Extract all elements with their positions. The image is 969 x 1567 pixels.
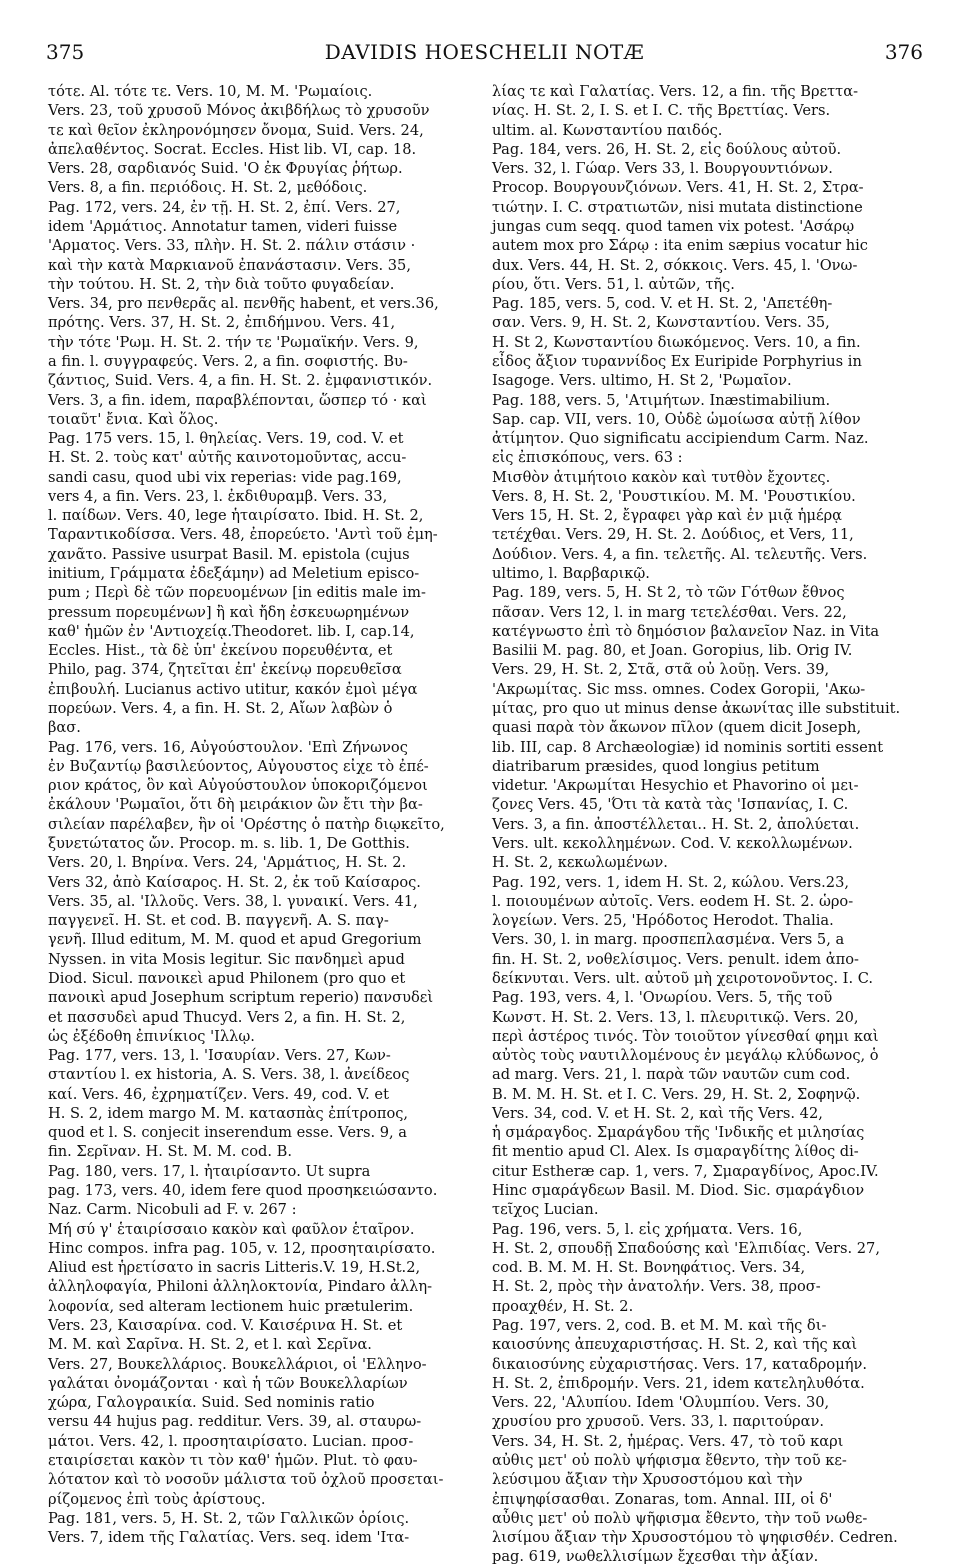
text-line: Naz. Carm. Nicobuli ad F. v. 267 : — [48, 1201, 297, 1219]
text-line: λοφονία, sed alteram lectionem huic prætulerim. — [48, 1297, 414, 1315]
text-line: ἐκάλουν 'Ρωμαῖοι, ὅτι δὴ μειράκιον ὢν ἔτι τὴν βα- — [48, 796, 423, 814]
text-line: Vers. 8, H. St. 2, 'Ρουστικίου. M. M. 'Ρουστικίου. — [492, 487, 856, 505]
text-line: Nyssen. in vita Mosis legitur. Sic πανδημεὶ apud — [48, 950, 405, 968]
text-line: Vers 15, H. St. 2, ἔγραφει γὰρ καὶ ἐν μιᾷ ἡμέρᾳ — [492, 507, 843, 525]
text-line: τότε. Al. τότε τε. Vers. 10, M. M. 'Ρωμαίοις. — [48, 83, 373, 100]
text-line: Vers. 23, τοῦ χρυσοῦ Μόνος ἀκιβδήλως τὸ χρυσοῦν — [48, 102, 430, 120]
text-line: videtur. 'Ακρωμίται Hesychio et Phavorino οἱ μει- — [492, 777, 859, 795]
text-line: Vers. 8, a fin. περιόδοις. H. St. 2, μεθόδοις. — [48, 179, 368, 197]
text-line: πορεύων. Vers. 4, a fin. H. St. 2, Αἴων λαβὼν ὁ — [48, 700, 393, 717]
text-line: τεῖχος Lucian. — [492, 1201, 599, 1219]
text-line: Philo, pag. 374, ζητεῖται ἐπ' ἐκείνῳ πορευθεῖσα — [48, 661, 402, 679]
text-line: lib. III, cap. 8 Archæologiæ) id nominis sortiti essent — [492, 738, 884, 756]
text-line: Sap. cap. VII, vers. 10, Οὐδὲ ὡμοίωσα αὐτῇ λίθον — [492, 410, 861, 428]
text-line: εἰς ἐπισκόπους, vers. 63 : — [492, 449, 683, 467]
text-line: Vers. 20, l. Βηρίνα. Vers. 24, 'Αρμάτιος, H. St. 2. — [48, 854, 407, 872]
text-line: χρυσίου pro χρυσοῦ. Vers. 33, l. παριτούραν. — [492, 1413, 825, 1431]
text-line: Vers. 7, idem τῆς Γαλατίας. Vers. seq. idem 'Ιτα- — [48, 1529, 410, 1547]
text-line: H. St. 2, κεκωλωμένων. — [492, 854, 668, 872]
running-header — [46, 40, 923, 70]
text-line: ρίζομενος ἐπὶ τοὺς ἀρίστους. — [48, 1490, 266, 1508]
text-line: Pag. 172, vers. 24, ἐν τῇ. H. St. 2, ἐπί. Vers. 27, — [48, 198, 401, 216]
text-line: pag. 619, νωθελλισίμων ἔχεσθαι τὴν ἀξίαν. — [492, 1548, 819, 1566]
text-line: Vers. 34, cod. V. et H. St. 2, καὶ τῆς Vers. 42, — [492, 1104, 823, 1122]
text-line: autem mox pro Σάρῳ : ita enim sæpius vocatur hic — [492, 237, 868, 255]
text-line: ἀπελαθέντος. Socrat. Eccles. Hist lib. VI, cap. 18. — [48, 140, 417, 158]
text-line: pag. 173, vers. 40, idem fere quod προσηκειώσαντο. — [48, 1182, 438, 1200]
text-line: αὐτὸς τοὺς ναυτιλλομένους ἐν μεγάλῳ κλύδωνος, ὁ — [492, 1047, 879, 1065]
text-line: ζάντιος, Suid. Vers. 4, a fin. H. St. 2. ἐμφανιστικόν. — [48, 372, 433, 390]
text-line: Pag. 189, vers. 5, H. St 2, τὸ τῶν Γότθων ἔθνος — [492, 584, 845, 602]
text-line: γαλάται ὀνομάζονται · καὶ ἡ τῶν Βουκελλαρίων — [48, 1374, 408, 1392]
text-line: citur Estheræ cap. 1, vers. 7, Σμαραγδίνος, Apoc.IV. — [492, 1162, 879, 1180]
text-line: quasi παρὰ τὸν ἄκωνον πῖλον (quem dicit Joseph, — [492, 719, 862, 737]
text-line: ἐπιψηφίσασθαι. Zonaras, tom. Annal. III, οἱ δ' — [492, 1490, 833, 1508]
text-line: fit mentio apud Cl. Alex. Is σμαραγδίτης λίθος di- — [492, 1143, 859, 1161]
text-line: jungas cum seqq. quod tamen vix potest. 'Ασάρῳ — [492, 217, 855, 235]
text-line: γενῆ. Illud editum, M. M. quod et apud Gregorium — [48, 931, 422, 949]
text-line: Vers. 32, l. Γώαρ. Vers 33, l. Βουργουντιόνων. — [492, 160, 833, 178]
text-line: σταντίου l. ex historia, A. S. Vers. 38, l. ἀνείδεος — [48, 1066, 410, 1084]
text-line: ἀλληλοφαγία, Philoni ἀλληλοκτονία, Pindaro ἀλλη- — [48, 1278, 433, 1296]
text-line: Vers. 30, l. in marg. προσπεπλασμένα. Vers 5, a — [492, 931, 845, 949]
text-line: λογείων. Vers. 25, 'Ηρόδοτος Herodot. Thalia. — [492, 912, 834, 930]
text-line: Pag. 196, vers. 5, l. εἰς χρήματα. Vers. 16, — [492, 1220, 803, 1238]
text-line: Pag. 176, vers. 16, Αὐγούστουλον. 'Επὶ Ζήνωνος — [48, 738, 408, 756]
text-line: τε καὶ θεῖον ἐκληρονόμησεν ὄνομα, Suid. Vers. 24, — [48, 121, 424, 139]
right-column — [492, 82, 920, 1566]
text-line: cod. B. M. M. H. St. Βονηφάτιος. Vers. 34, — [492, 1259, 806, 1277]
text-line: πανοικὶ apud Josephum scriptum reperio) πανσυδεὶ — [48, 989, 434, 1007]
text-line: ἀτίμητον. Quo significatu accipiendum Carm. Naz. — [492, 430, 869, 448]
text-line: κατέγνωστο ἐπὶ τὸ δημόσιον βαλανεῖον Naz. in Vita — [492, 622, 880, 640]
text-line: Pag. 185, vers. 5, cod. V. et H. St. 2, 'Απετέθη- — [492, 295, 833, 313]
left-column — [48, 82, 476, 1547]
text-line: vers 4, a fin. Vers. 23, l. ἐκδιθυραμβ. Vers. 33, — [48, 487, 388, 505]
text-line: καιοσύνης ἀπευχαριστήσας. H. St. 2, καὶ τῆς καὶ — [492, 1336, 858, 1354]
text-line: H. St 2, Κωνσταντίου διωκόμενος. Vers. 10, a fin. — [492, 333, 861, 351]
text-line: μίτας, pro quo ut minus dense ἀκωνίτας ille substituit. — [492, 700, 901, 717]
text-line: λότατον καὶ τὸ νοσοῦν μάλιστα τοῦ ὀχλοῦ προσεται- — [48, 1471, 444, 1489]
text-line: Μισθὸν ἀτιμήτοιο κακὸν καὶ τυτθὸν ἔχοντες. — [492, 468, 831, 486]
text-line: Pag. 181, vers. 5, H. St. 2, τῶν Γαλλικῶν ὁρίοις. — [48, 1509, 410, 1527]
text-line: idem 'Αρμάτιος. Annotatur tamen, videri fuisse — [48, 217, 398, 235]
text-line: H. S. 2, idem margo M. M. κατασπὰς ἐπίτροπος, — [48, 1104, 409, 1122]
text-line: Vers. 22, 'Αλυπίου. Idem 'Ολυμπίου. Vers. 30, — [492, 1394, 830, 1412]
text-line: ρίου, ὅτι. Vers. 51, l. αὐτῶν, τῆς. — [492, 275, 735, 293]
text-line: M. M. καὶ Σαρῖνα. H. St. 2, et l. καὶ Σερῖνα. — [48, 1336, 372, 1354]
text-line: 'Αρματος. Vers. 33, πλὴν. H. St. 2. πάλιν στάσιν · — [48, 237, 416, 255]
page-number-right: 376 — [884, 40, 923, 64]
text-line: quod et l. S. conjecit inserendum esse. Vers. 9, a — [48, 1124, 408, 1142]
text-line: versu 44 hujus pag. redditur. Vers. 39, al. σταυρω- — [48, 1413, 422, 1431]
text-line: λεύσιμου ἄξιαν τὴν Χρυσοστόμου καὶ τὴν — [492, 1471, 803, 1489]
text-line: sandi casu, quod ubi vix reperias: vide pag.169, — [48, 468, 402, 486]
text-line: τιώτην. I. C. στρατιωτῶν, nisi mutata distinctione — [492, 198, 863, 216]
text-line: σιλείαν παρέλαβεν, ἣν οἱ 'Ορέστης ὁ πατὴρ διῳκεῖτο, — [48, 815, 445, 833]
text-line: Vers. 23, Καισαρίνα. cod. V. Καισέρινα H. St. et — [48, 1317, 403, 1334]
text-line: B. M. M. H. St. et I. C. Vers. 29, H. St. 2, Σοφηνῷ. — [492, 1085, 861, 1103]
text-line: εἶδος ἄξιον τυραννίδος Ex Euripide Porphyrius in — [492, 352, 862, 370]
text-line: Δούδιον. Vers. 4, a fin. τελετῆς. Al. τελευτῆς. Vers. — [492, 545, 868, 563]
text-line: εταιρίσεται κακὸν τι τὸν καθ' ἡμῶν. Plut. τὸ φαυ- — [48, 1451, 418, 1469]
text-line: καθ' ἡμῶν ἐν 'Αντιοχείᾳ.Theodoret. lib. I, cap.14, — [48, 622, 415, 640]
text-line: H. St. 2, σπουδῇ Σπαδούσης καὶ 'Ελπιδίας. Vers. 27, — [492, 1239, 880, 1257]
text-line: Aliud est ἡρετίσατο in sacris Litteris.V. 19, H.St.2, — [48, 1259, 421, 1277]
text-line: πρότης. Vers. 37, H. St. 2, ἐπιδήμνου. Vers. 41, — [48, 314, 396, 332]
text-line: Vers 32, ἀπὸ Καίσαρος. H. St. 2, ἐκ τοῦ Καίσαρος. — [48, 873, 421, 891]
text-line: Vers. ult. κεκολλημένων. Cod. V. κεκολλωμένων. — [492, 834, 853, 852]
text-line: τετέχθαι. Vers. 29, H. St. 2. Δούδιος, et Vers, 11, — [492, 526, 854, 544]
text-line: H. St. 2, ἐπιδρομήν. Vers. 21, idem κατεληλυθότα. — [492, 1374, 865, 1392]
text-line: δικαιοσύνης εὐχαριστήσας. Vers. 17, καταδρομήν. — [492, 1355, 867, 1373]
text-line: βασ. — [48, 719, 81, 737]
text-line: et πασσυδεὶ apud Thucyd. Vers 2, a fin. H. St. 2, — [48, 1008, 406, 1026]
text-line: λισίμου ἄξιαν τὴν Χρυσοστόμου τὸ ψηφισθέν. Cedren. — [492, 1529, 898, 1547]
text-line: ζονες Vers. 45, 'Ότι τὰ κατὰ τὰς 'Ισπανίας, I. C. — [492, 796, 849, 814]
text-line: dux. Vers. 44, H. St. 2, σόκκοις. Vers. 45, l. 'Ονω- — [492, 256, 858, 274]
text-line: Hinc σμαράγδεων Basil. M. Diod. Sic. σμαράγδιον — [492, 1182, 865, 1200]
text-line: l. ποιουμένων αὐτοῖς. Vers. eodem H. St. 2. ὡρο- — [492, 892, 854, 910]
text-line: δείκνυται. Vers. ult. αὐτοῦ μὴ χειροτονοῦντος. I. C. — [492, 969, 874, 987]
text-line: l. παίδων. Vers. 40, lege ἡταιρίσατο. Ibid. H. St. 2, — [48, 507, 424, 525]
text-line: diatribarum præsides, quod longius petitum — [492, 757, 820, 775]
text-line: ad marg. Vers. 21, l. παρὰ τῶν ναυτῶν cum cod. — [492, 1066, 851, 1084]
text-line: νίας. H. St. 2, I. S. et I. C. τῆς Βρεττίας. Vers. — [492, 102, 831, 120]
text-line: 'Ακρωμίτας. Sic mss. omnes. Codex Goropii, 'Ακω- — [492, 680, 866, 698]
text-line: Pag. 177, vers. 13, l. 'Ισαυρίαν. Vers. 27, Κων- — [48, 1047, 391, 1065]
text-line: αὖθις μετ' οὐ πολὺ ψῆφισμα ἔθεντο, τὴν τοῦ νωθε- — [492, 1509, 868, 1527]
text-line: ριον κράτος, ὃν καὶ Αὐγούστουλον ὑποκοριζόμενοι — [48, 777, 428, 795]
text-line: Pag. 193, vers. 4, l. 'Ονωρίου. Vers. 5, τῆς τοῦ — [492, 989, 833, 1007]
text-line: Basilii M. pag. 80, et Joan. Goropius, lib. Orig IV. — [492, 642, 853, 660]
text-line: καὶ τὴν κατὰ Μαρκιανοῦ ἐπανάστασιν. Vers. 35, — [48, 256, 411, 274]
text-line: ξυνετώτατος ὤν. Procop. m. s. lib. 1, De Gotthis. — [48, 834, 410, 852]
text-line: περὶ ἀστέρος τινός. Τὸν τοιοῦτον γίνεσθαί φημι καὶ — [492, 1027, 879, 1045]
text-line: Μή σύ γ' ἑταιρίσσαιο κακὸν καὶ φαῦλον ἑταῖρον. — [48, 1220, 415, 1238]
text-line: Pag. 192, vers. 1, idem H. St. 2, κώλου. Vers.23, — [492, 873, 849, 891]
text-line: H. St. 2. τοὺς κατ' αὐτῆς καινοτομοῦντας, accu- — [48, 449, 407, 467]
text-line: τοιαῦτ' ἔνια. Καὶ ὅλος. — [48, 410, 219, 428]
text-line: παγγενεῖ. H. St. et cod. B. παγγενῆ. A. S. παγ- — [48, 912, 389, 930]
text-line: Diod. Sicul. πανοικεὶ apud Philonem (pro quo et — [48, 969, 406, 987]
text-line: initium, Γράμματα ἐδεξάμην) ad Meletium episco- — [48, 565, 420, 583]
text-line: τὴν τούτου. H. St. 2, τὴν διὰ τοῦτο φυγαδείαν. — [48, 275, 395, 293]
text-line: a fin. l. συγγραφεύς. Vers. 2, a fin. σοφιστής. Βυ- — [48, 352, 408, 370]
text-line: Pag. 188, vers. 5, 'Ατιμήτων. Inæstimabilium. — [492, 391, 831, 409]
text-line: Pag. 197, vers. 2, cod. B. et M. M. καὶ τῆς δι- — [492, 1317, 827, 1334]
text-line: Vers. 3, a fin. idem, παραβλέπονται, ὥσπερ τό · καὶ — [48, 391, 427, 409]
text-line: Vers. 27, Βουκελλάριος. Βουκελλάριοι, οἱ 'Ελληνο- — [48, 1355, 427, 1373]
text-line: ultimo, l. Βαρβαρικῷ. — [492, 565, 650, 583]
text-line: pum ; Περὶ δὲ τῶν πορευομένων [in editis male im- — [48, 584, 426, 602]
text-line: Vers. 3, a fin. ἀποστέλλεται.. H. St. 2, ἀπολύεται. — [492, 815, 860, 833]
text-line: μάτοι. Vers. 42, l. προσηταιρίσατο. Lucian. προσ- — [48, 1432, 414, 1450]
text-line: ἐπιβουλή. Lucianus activo utitur, κακόν ἐμοὶ μέγα — [48, 680, 418, 698]
text-line: Vers. 28, σαρδιανός Suid. 'Ο ἐκ Φρυγίας ῥήτωρ. — [48, 160, 403, 178]
text-line: ὡς ἐξέδοθη ἐπινίκιος 'Ιλλῳ. — [48, 1027, 255, 1045]
text-line: Vers. 29, H. St. 2, Στᾶ, στᾶ οὐ λοῦῃ. Vers. 39, — [492, 661, 830, 679]
text-line: ultim. al. Κωνσταντίου παιδός. — [492, 121, 723, 139]
text-line: Ταραντικοδίσσα. Vers. 48, ἐπορεύετο. 'Αντὶ τοῦ ἐμη- — [48, 526, 438, 544]
page-number-left: 375 — [46, 40, 85, 64]
text-line: αὐθις μετ' οὐ πολὺ ψήφισμα ἔθεντο, τὴν τοῦ κε- — [492, 1451, 847, 1469]
text-line: Isagoge. Vers. ultimo, H. St 2, 'Ρωμαῖον. — [492, 372, 792, 390]
running-title: DAVIDIS HOESCHELII NOTÆ — [324, 40, 645, 64]
text-line: Vers. 34, pro πενθερᾶς al. πενθῆς habent, et vers.36, — [48, 295, 439, 313]
text-line: fin. Σερῖναν. H. St. M. M. cod. B. — [48, 1143, 292, 1161]
text-line: H. St. 2, πρὸς τὴν ἀνατολήν. Vers. 38, προσ- — [492, 1278, 821, 1296]
text-line: fin. H. St. 2, νοθελίσιμος. Vers. penult. idem ἀπο- — [492, 950, 859, 968]
text-line: Vers. 35, al. 'Ιλλοῦς. Vers. 38, l. γυναικί. Vers. 41, — [48, 892, 418, 910]
text-line: πᾶσαν. Vers 12, l. in marg τετελέσθαι. Vers. 22, — [492, 603, 847, 621]
text-line: Vers. 34, H. St. 2, ἡμέρας. Vers. 47, τὸ τοῦ καρι — [492, 1432, 844, 1450]
text-line: σαν. Vers. 9, H. St. 2, Κωνσταντίου. Vers. 35, — [492, 314, 830, 332]
text-line: Pag. 175 vers. 15, l. θηλείας. Vers. 19, cod. V. et — [48, 430, 404, 448]
text-line: ἡ σμάραγδος. Σμαράγδου τῆς 'Ινδικῆς et μιλησίας — [492, 1124, 865, 1142]
text-line: ἐν Βυζαντίῳ βασιλεύοντος, Αὐγουστος εἰχε τὸ ἐπέ- — [48, 757, 429, 775]
text-line: λίας τε καὶ Γαλατίας. Vers. 12, a fin. τῆς Βρεττα- — [492, 83, 859, 100]
text-line: Κωνστ. H. St. 2. Vers. 13, l. πλευριτικῷ. Vers. 20, — [492, 1008, 859, 1026]
text-line: χανᾶτο. Passive usurpat Basil. M. epistola (cujus — [48, 545, 410, 563]
text-line: προαχθέν, H. St. 2. — [492, 1297, 634, 1315]
text-line: Pag. 184, vers. 26, H. St. 2, εἰς δούλους αὐτοῦ. — [492, 140, 842, 158]
text-line: Pag. 180, vers. 17, l. ἠταιρίσαντο. Ut supra — [48, 1162, 371, 1180]
text-line: τὴν τότε 'Ρωμ. H. St. 2. τήν τε 'Ρωμαϊκήν. Vers. 9, — [48, 333, 419, 351]
text-line: χώρα, Γαλογραικία. Suid. Sed nominis ratio — [48, 1394, 375, 1412]
text-line: pressum πορευμένων] ἢ καὶ ἤδη ἐσκευωρημένων — [48, 603, 410, 621]
text-line: Eccles. Hist., τὰ δὲ ὑπ' ἐκείνου πορευθέντα, et — [48, 642, 393, 660]
text-line: Hinc compos. infra pag. 105, v. 12, προσηταιρίσατο. — [48, 1239, 436, 1257]
text-line: καί. Vers. 46, ἐχρηματίζεν. Vers. 49, cod. V. et — [48, 1085, 389, 1103]
text-line: Procop. Βουργουνζιόνων. Vers. 41, H. St. 2, Στρα- — [492, 179, 864, 197]
